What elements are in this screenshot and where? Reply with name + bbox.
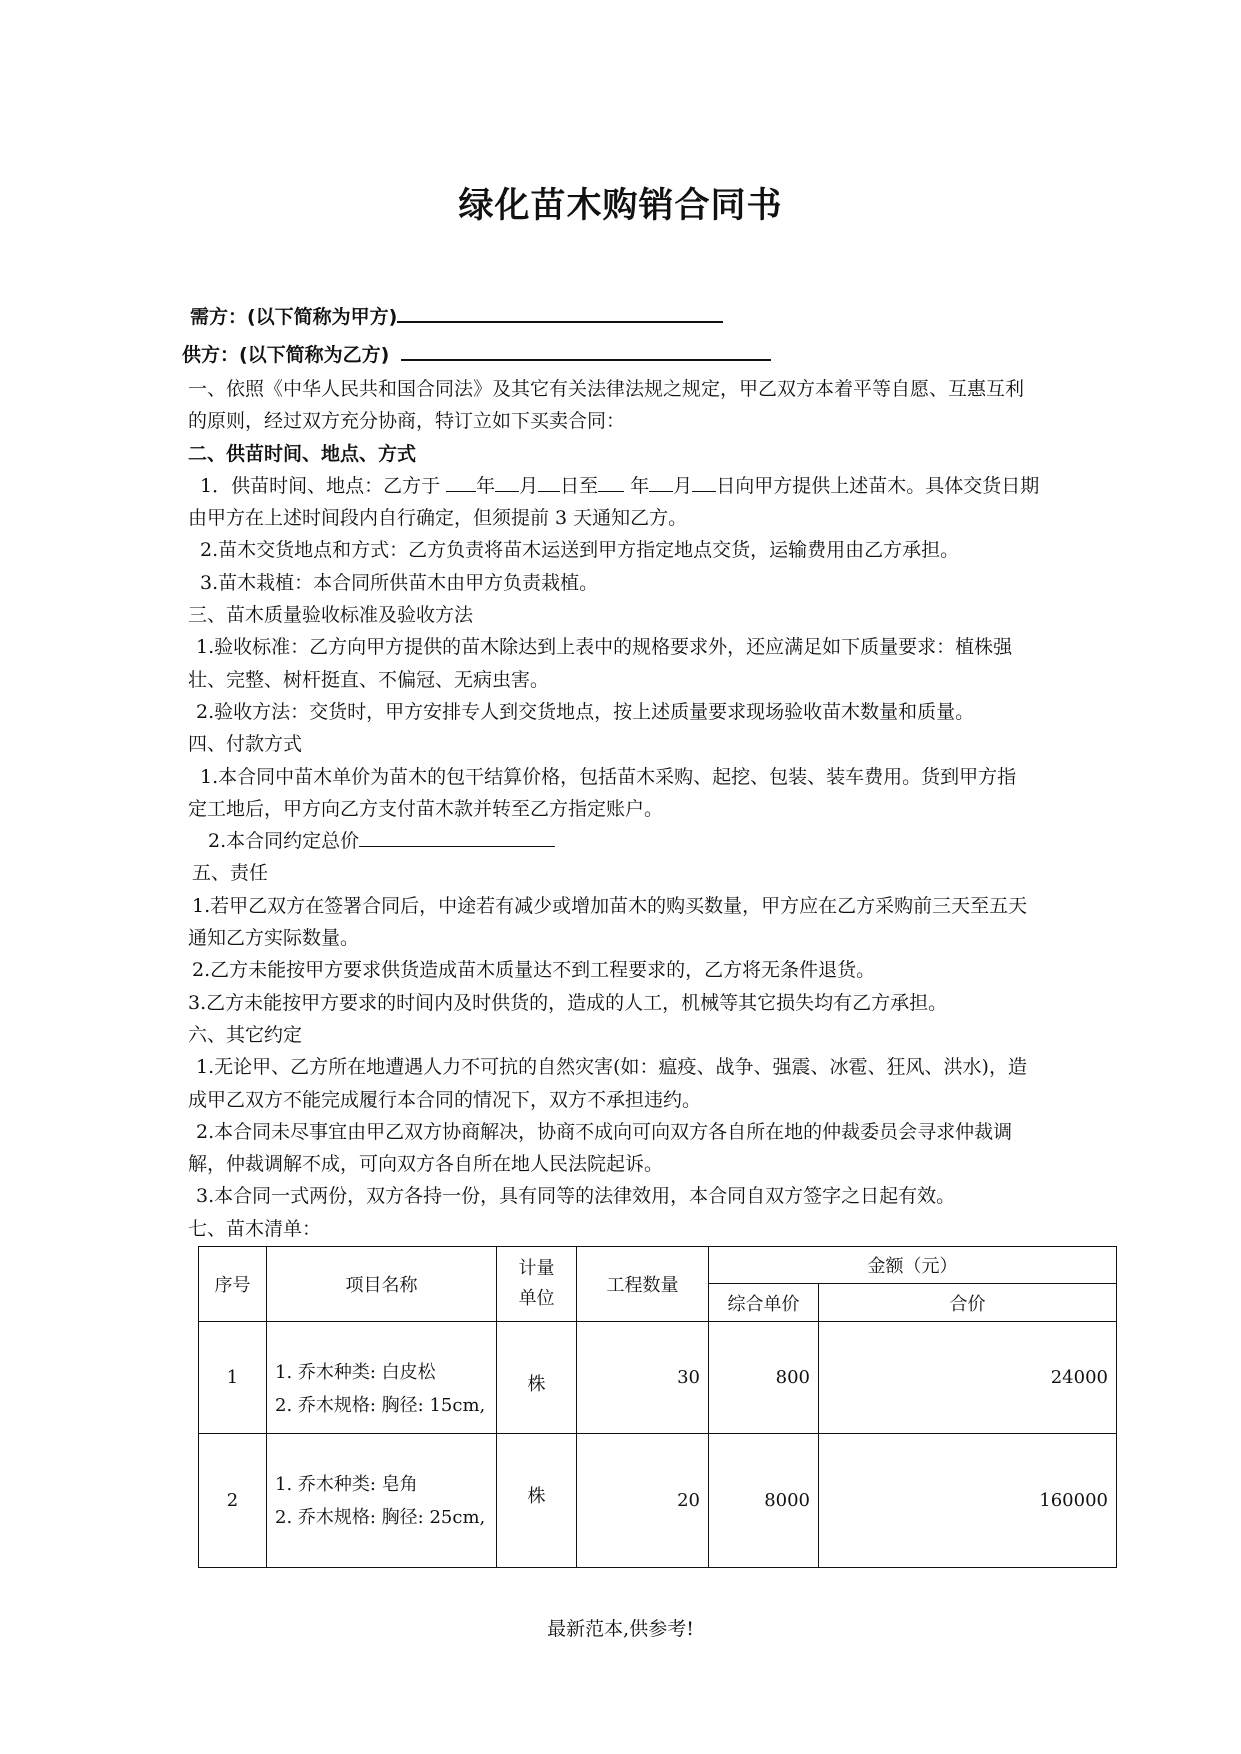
header-name: 项目名称 (267, 1247, 497, 1322)
row-name: 1. 乔木种类: 皂角 2. 乔木规格: 胸径: 25cm, (267, 1434, 497, 1568)
table-row (199, 1434, 1117, 1568)
clause-6-2-line-2: 解，仲裁调解不成，可向双方各自所在地人民法院起诉。 (188, 1153, 664, 1176)
intro-line-2: 的原则，经过双方充分协商，特订立如下买卖合同： (188, 410, 626, 433)
clause-6-3: 3.本合同一式两份，双方各持一份，具有同等的法律效用，本合同自双方签字之日起有效。 (196, 1185, 956, 1208)
clause-5-1-line-1: 1.若甲乙双方在签署合同后，中途若有减少或增加苗木的购买数量，甲方应在乙方采购前三天至五天 (192, 894, 1028, 917)
header-no: 序号 (199, 1247, 267, 1322)
section-6-heading: 六、其它约定 (188, 1023, 303, 1046)
table-header-row-1 (199, 1247, 1117, 1284)
clause-4-1-line-1: 1.本合同中苗木单价为苗木的包干结算价格，包括苗木采购、起挖、包装、装车费用。货到甲方指 (200, 765, 1017, 788)
buyer-label: 需方：(以下简称为甲方) (190, 306, 398, 328)
clause-4-2: 2.本合同约定总价 (188, 825, 1138, 857)
header-unit: 计量 单位 (497, 1247, 577, 1322)
buyer-line (190, 302, 723, 329)
table-row (199, 1322, 1117, 1434)
seller-line (182, 340, 771, 367)
row-qty: 30 (577, 1322, 709, 1434)
row-unit-price: 800 (709, 1322, 819, 1434)
clause-3-1-line-1: 1.验收标准：乙方向甲方提供的苗木除达到上表中的规格要求外，还应满足如下质量要求：植株强 (196, 636, 1013, 659)
seller-blank (401, 341, 771, 361)
clause-5-1-line-2: 通知乙方实际数量。 (188, 927, 360, 950)
row-unit: 株 (497, 1322, 577, 1434)
row-no: 2 (199, 1434, 267, 1568)
clause-6-1-line-2: 成甲乙双方不能完成履行本合同的情况下，双方不承担违约。 (188, 1088, 702, 1111)
section-4-heading: 四、付款方式 (188, 733, 303, 756)
clause-5-2: 2.乙方未能按甲方要求供货造成苗木质量达不到工程要求的，乙方将无条件退货。 (192, 959, 876, 982)
seller-label: 供方：(以下简称为乙方) (182, 344, 390, 366)
section-3-heading: 三、苗木质量验收标准及验收方法 (188, 604, 474, 627)
row-no: 1 (199, 1322, 267, 1434)
row-name: 1. 乔木种类: 白皮松 2. 乔木规格: 胸径: 15cm, (267, 1322, 497, 1434)
clause-3-1-line-2: 壮、完整、树杆挺直、不偏冠、无病虫害。 (188, 668, 550, 691)
clause-6-1-line-1: 1.无论甲、乙方所在地遭遇人力不可抗的自然灾害(如：瘟疫、战争、强震、冰雹、狂风、洪水)，造 (196, 1056, 1027, 1079)
row-total: 24000 (819, 1322, 1117, 1434)
clause-6-2-line-1: 2.本合同未尽事宜由甲乙双方协商解决，协商不成向可向双方各自所在地的仲裁委员会寻求仲裁调 (196, 1120, 1013, 1143)
row-qty: 20 (577, 1434, 709, 1568)
clause-4-1-line-2: 定工地后，甲方向乙方支付苗木款并转至乙方指定账户。 (188, 797, 664, 820)
header-total: 合价 (819, 1284, 1117, 1322)
document-title: 绿化苗木购销合同书 (458, 186, 783, 226)
section-2-heading: 二、供苗时间、地点、方式 (188, 442, 417, 465)
row-total: 160000 (819, 1434, 1117, 1568)
section-7-heading: 七、苗木清单： (188, 1217, 322, 1240)
seedling-list-table (198, 1246, 1117, 1568)
row-unit-price: 8000 (709, 1434, 819, 1568)
intro-line-1: 一、依照《中华人民共和国合同法》及其它有关法律法规之规定，甲乙双方本着平等自愿、互惠互利 (188, 378, 1025, 400)
clause-3-2: 2.验收方法：交货时，甲方安排专人到交货地点，按上述质量要求现场验收苗木数量和质量。 (196, 700, 975, 723)
section-5-heading: 五、责任 (192, 862, 269, 885)
header-qty: 工程数量 (577, 1247, 709, 1322)
clause-2-3: 3.苗木栽植：本合同所供苗木由甲方负责栽植。 (200, 571, 599, 594)
footer-note: 最新范本,供参考! (547, 1618, 694, 1640)
clause-5-3: 3.乙方未能按甲方要求的时间内及时供货的，造成的人工，机械等其它损失均有乙方承担。 (188, 991, 948, 1014)
clause-2-2: 2.苗木交货地点和方式：乙方负责将苗木运送到甲方指定地点交货，运输费用由乙方承担。 (200, 539, 960, 562)
header-amount: 金额（元） (709, 1247, 1117, 1284)
total-price-blank (359, 830, 555, 847)
contract-body (188, 373, 1138, 1245)
row-unit: 株 (497, 1434, 577, 1568)
header-unit-price: 综合单价 (709, 1284, 819, 1322)
clause-2-1-line-1: 1．供苗时间、地点：乙方于 年 月 日至 年 月 日向甲方提供上述苗木。具体交货日期 (200, 474, 1040, 497)
clause-2-1-line-2: 由甲方在上述时间段内自行确定，但须提前 3 天通知乙方。 (188, 507, 688, 530)
buyer-blank (397, 303, 723, 323)
